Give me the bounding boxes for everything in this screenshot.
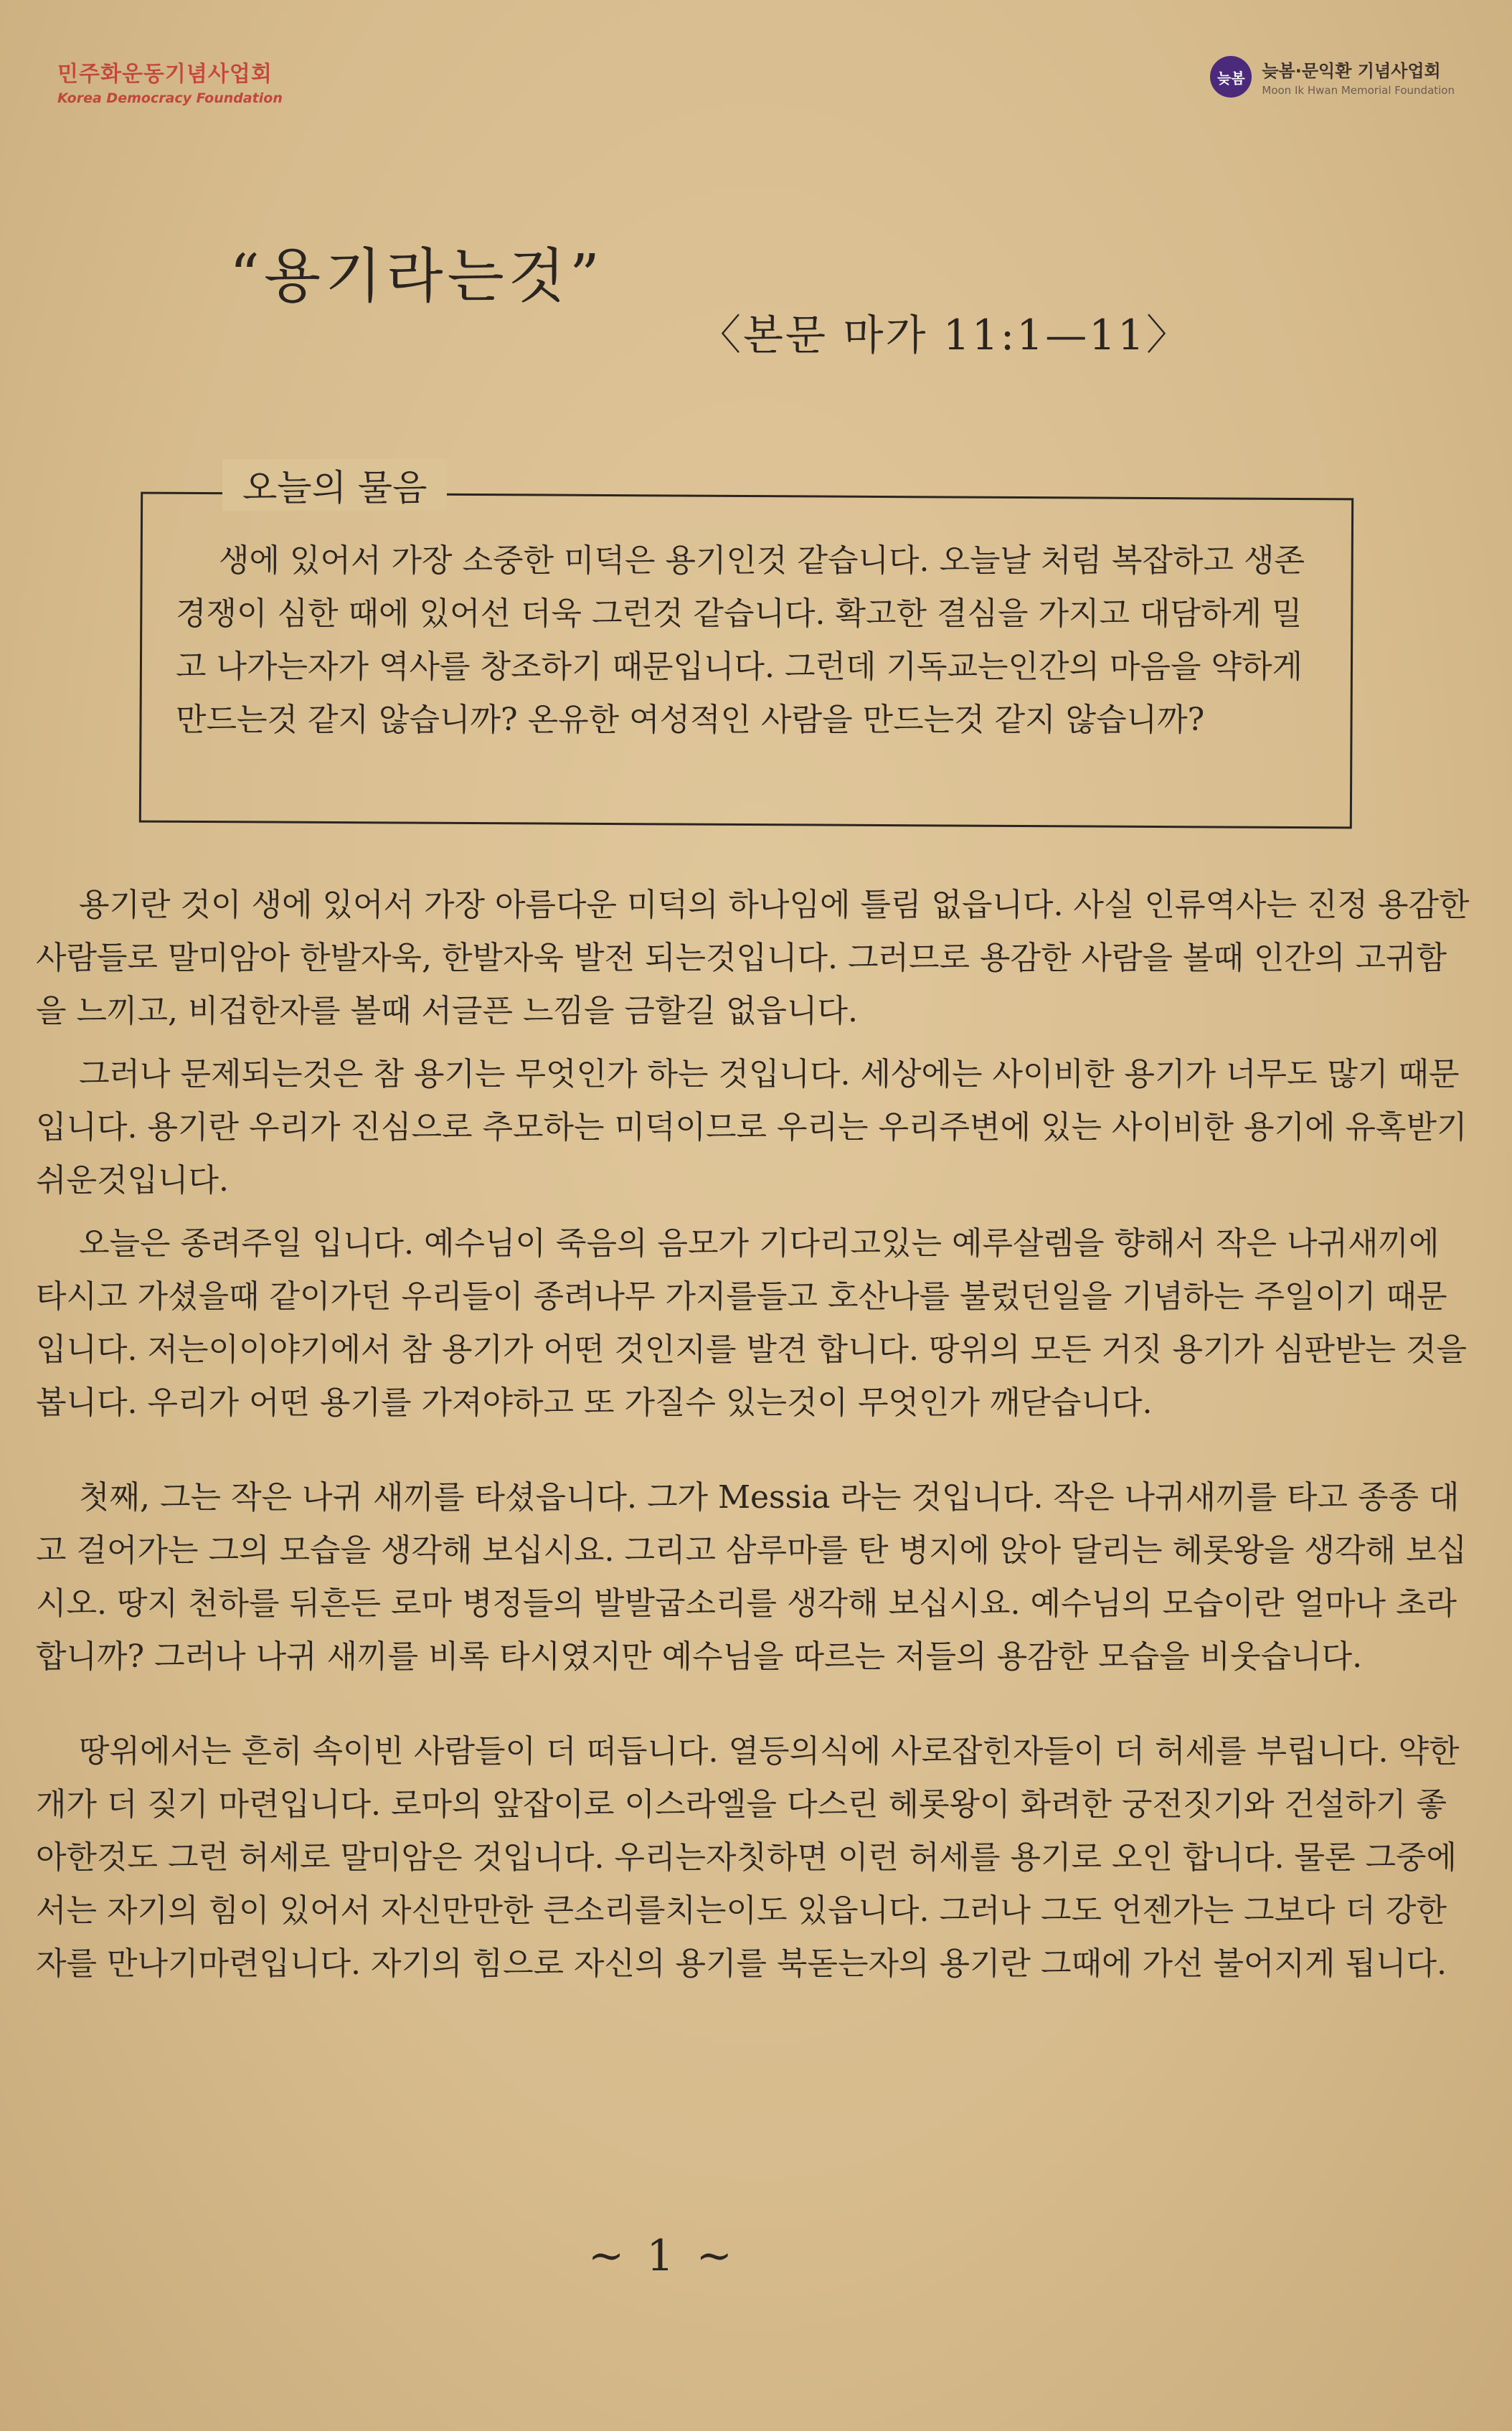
foundation-korean-name: 늦봄·문익환 기념사업회 [1262,61,1441,81]
question-box-text [176,534,1323,747]
korea-democracy-foundation-logo [57,56,283,106]
logo-korean-text: 민주화운동기념사업회 [57,62,273,87]
body-paragraph-1: 용기란 것이 생에 있어서 가장 아름다운 미덕의 하나임에 틀림 없읍니다. 사실 인류역사는 진정 용감한 사람들로 말미암아 한발자욱, 한발자욱 발전 되는것입니다. 그러므로 용감한 사람을 볼때 인간의 고귀함을 느끼고, 비겁한자를 볼때 서글픈 느낌을 금할길 없읍니다. [36,887,1470,1029]
body-paragraph-5: 땅위에서는 흔히 속이빈 사람들이 더 떠듭니다. 열등의식에 사로잡힌자들이 더 허세를 부립니다. 약한 개가 더 짖기 마련입니다. 로마의 앞잡이로 이스라엘을 다스린 헤롯왕이 화려한 궁전짓기와 건설하기 좋아한것도 그런 허세로 말미암은 것입니다. 우리는자칫하면 이런 허세를 용기로 오인 합니다. 물론 그중에서는 자기의 힘이 있어서 자신만만한 큰소리를치는이도 있읍니다. 그러나 그도 언젠가는 그보다 더 강한자를 만나기마련입니다. 자기의 힘으로 자신의 용기를 북돋는자의 용기란 그때에 가선 불어지게 됩니다. [36,1733,1460,1982]
question-paragraph: 생에 있어서 가장 소중한 미덕은 용기인것 같습니다. 오늘날 처럼 복잡하고 생존경쟁이 심한 때에 있어선 더욱 그런것 같습니다. 확고한 결심을 가지고 대담하게 밀고 나가는자가 역사를 창조하기 때문입니다. 그런데 기독교는인간의 마음을 약하게 만드는것 같지 않습니까? 온유한 여성적인 사람을 만드는것 같지 않습니까? [176,542,1305,738]
page-number: ~ 1 ~ [588,2231,737,2281]
foundation-english-name: Moon Ik Hwan Memorial Foundation [1262,84,1455,97]
body-paragraph-2: 그러나 문제되는것은 참 용기는 무엇인가 하는 것입니다. 세상에는 사이비한 용기가 너무도 많기 때문입니다. 용기란 우리가 진심으로 추모하는 미덕이므로 우리는 우리주변에 있는 사이비한 용기에 유혹받기 쉬운것입니다. [36,1056,1468,1199]
scripture-reference: 〈본문 마가 11:1—11〉 [699,311,1191,359]
body-paragraph-4: 첫째, 그는 작은 나귀 새끼를 타셨읍니다. 그가 Messia 라는 것입니다. 작은 나귀새끼를 타고 종종 대고 걸어가는 그의 모습을 생각해 보십시요. 그리고 삼루마를 탄 병지에 앉아 달리는 헤롯왕을 생각해 보십시오. 땅지 천하를 뒤흔든 로마 병정들의 발발굽소리를 생각해 보십시요. 예수님의 모습이란 얼마나 초라합니까? 그러나 나귀 새끼를 비록 타시였지만 예수님을 따르는 저들의 용감한 모습을 비웃습니다. [36,1479,1467,1675]
moon-ik-hwan-foundation-logo [1210,56,1455,98]
sermon-title: “용기라는것” [230,242,604,311]
body-paragraph-3: 오늘은 종려주일 입니다. 예수님이 죽음의 음모가 기다리고있는 예루살렘을 향해서 작은 나귀새끼에 타시고 가셨을때 같이가던 우리들이 종려나무 가지를들고 호산나를 불렀던일을 기념하는 주일이기 때문입니다. 저는이이야기에서 참 용기가 어떤 것인지를 발견 합니다. 땅위의 모든 거짓 용기가 심판받는 것을 봅니다. 우리가 어떤 용기를 가져야하고 또 가질수 있는것이 무엇인가 깨닫습니다. [36,1225,1467,1421]
seal-icon: 늦봄 [1210,56,1252,98]
sermon-body [36,879,1470,2032]
question-box-label: 오늘의 물음 [222,459,447,511]
logo-english-text: Korea Democracy Foundation [57,90,283,106]
